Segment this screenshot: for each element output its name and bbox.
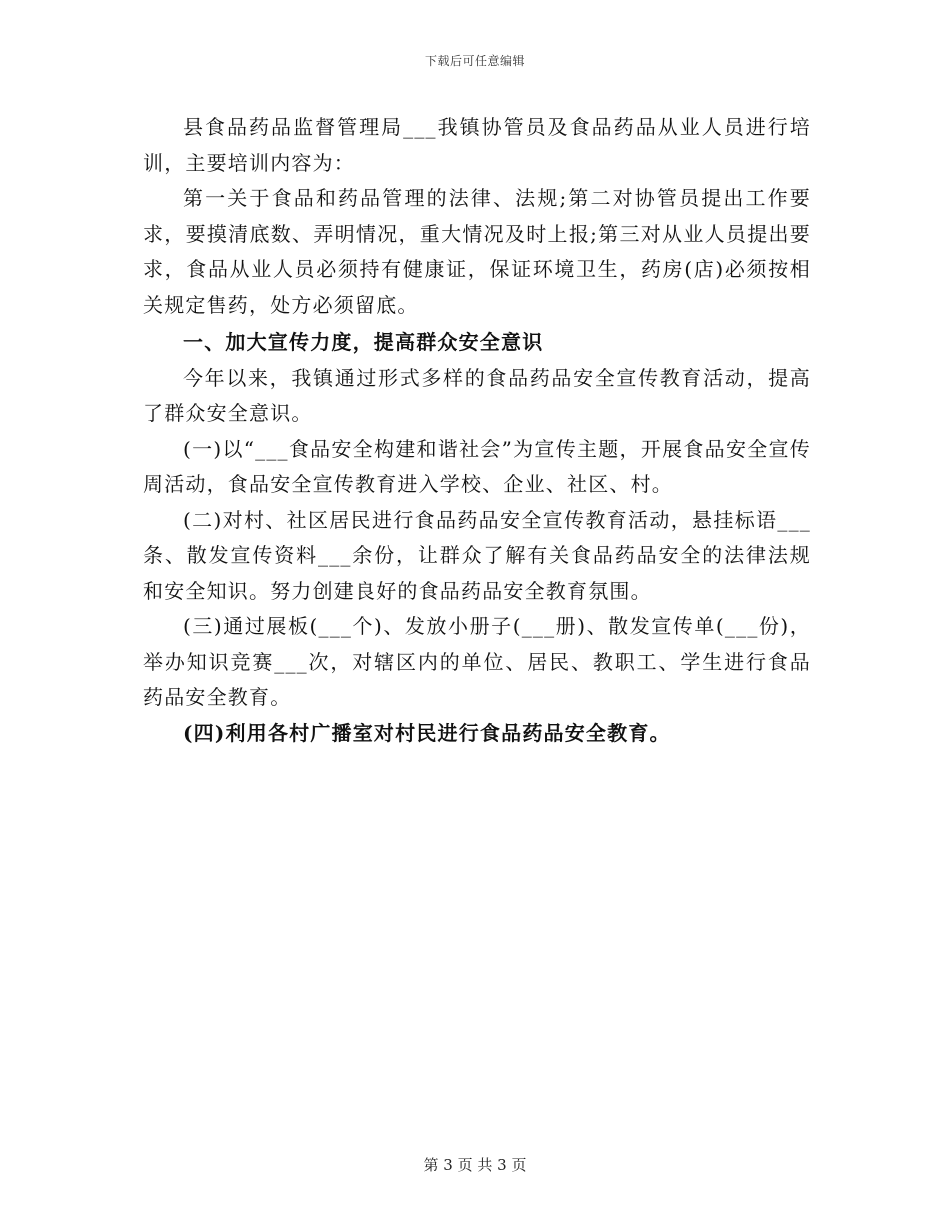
paragraph-item-1: (一)以“___食品安全构建和谐社会”为宣传主题，开展食品安全宣传周活动，食品安全宣传教育进入学校、企业、社区、村。 [143, 436, 811, 496]
page-header-note: 下载后可任意编辑 [424, 54, 525, 68]
paragraph-training-content: 第一关于食品和药品管理的法律、法规;第二对协管员提出工作要求，要摸清底数、弄明情况，重大情况及时上报;第三对从业人员提出要求，食品从业人员必须持有健康证，保证环境卫生，药房(店)必须按相关规定售药，处方必须留底。 [143, 186, 811, 317]
paragraph-publicity-summary: 今年以来，我镇通过形式多样的食品药品安全宣传教育活动，提高了群众安全意识。 [143, 365, 811, 425]
document-body [143, 110, 811, 751]
paragraph-training-intro: 县食品药品监督管理局___我镇协管员及食品药品从业人员进行培训，主要培训内容为： [143, 115, 811, 175]
paragraph-item-4: (四)利用各村广播室对村民进行食品药品安全教育。 [183, 720, 671, 745]
paragraph-item-2: (二)对村、社区居民进行食品药品安全宣传教育活动，悬挂标语___条、散发宣传资料___余份，让群众了解有关食品药品安全的法律法规和安全知识。努力创建良好的食品药品安全教育氛围。 [143, 507, 811, 603]
paragraph-item-3: (三)通过展板(___个)、发放小册子(___册)、散发宣传单(___份)，举办知识竞赛___次，对辖区内的单位、居民、教职工、学生进行食品药品安全教育。 [143, 614, 811, 709]
page-footer-number: 第 3 页 共 3 页 [423, 1156, 527, 1174]
section-heading-publicity: 一、加大宣传力度，提高群众安全意识 [183, 330, 544, 354]
